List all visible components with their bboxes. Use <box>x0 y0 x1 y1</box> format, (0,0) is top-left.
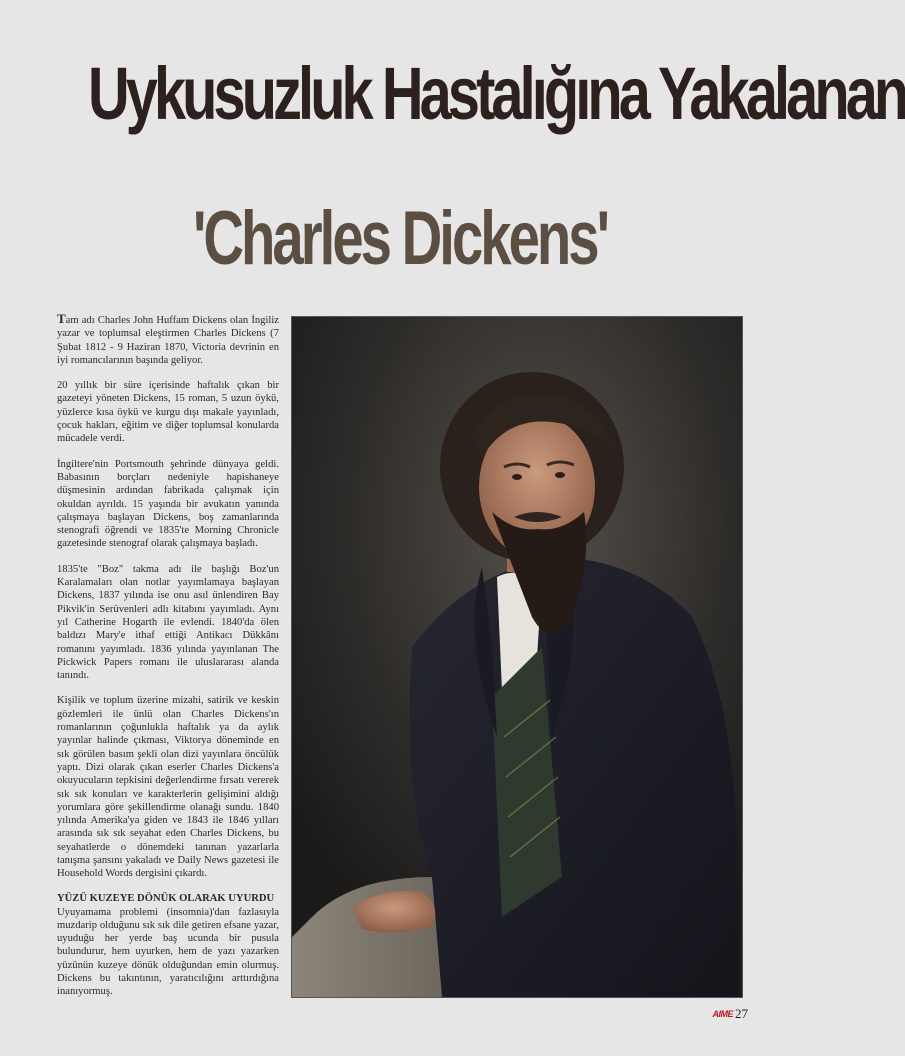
portrait-photo <box>291 316 743 998</box>
page-number: 27 <box>735 1006 748 1021</box>
paragraph-boz: 1835'te "Boz" takma adı ile başlığı Boz'un Karalamaları olan notlar yayımlamaya başlayan Dickens, 1837 yılında ise onu asıl ünlendiren Bay Pikvik'in Serüvenleri adlı kitabını yayımladı. Aynı yıl Catherine Hogarth ile evlendi. 1840'da ölen baldızı Mary'e ithaf ettiği Antikacı Dükkânı romanını yayımladı. 1836 yılında yayınlanan The Pickwick Papers romanı ile uluslararası alanda tanındı. <box>57 563 279 682</box>
headline-line-1: Uykusuzluk Hastalığına Yakalanan <box>88 52 905 135</box>
subheading: YÜZÜ KUZEYE DÖNÜK OLARAK UYURDU <box>57 892 275 904</box>
headline-line-2: 'Charles Dickens' <box>192 196 608 281</box>
paragraph-serial: Kişilik ve toplum üzerine mizahi, satirik ve keskin gözlemleri ile ünlü olan Charles Dickens'ın romanlarının çoğunlukla haftalık ya da aylık yayınlar halinde çıkması, Viktorya döneminde en sık görülen basım şekli olan dizi yayınlara öncülük yaptı. Dizi olarak çıkan eserler Charles Dickens'a okuyucuların tepkisini değerlendirme fırsatı vererek sık sık konuları ve karakterlerin gelişimini aldığı yorumlara göre şekillendirme olanağı sundu. 1840 yılında Amerika'ya giden ve 1843 ile 1846 yılları arasında sık sık seyahat eden Charles Dickens, bu seyahatlerde o dönemdeki tanınan yazarlarla tanışma şansını yakaladı ve Daily News gazetesi ile Household Words dergisini çıkardı. <box>57 695 279 880</box>
paragraph-intro <box>57 312 279 367</box>
paragraph-early-life: İngiltere'nin Portsmouth şehrinde dünyaya geldi. Babasının borçları nedeniyle hapishaneye düşmesinin ardından fabrikada çalışmak için okuldan ayrıldı. 15 yaşında bir avukatın yanında çalışmaya başlayan Dickens, boş zamanlarında stenografi öğrendi ve 1835'te Morning Chronicle gazetesinde stenograf olarak çalışmaya başladı. <box>57 458 279 550</box>
paragraph-insomnia: Uyuyamama problemi (insomnia)'dan fazlasıyla muzdarip olduğunu sık sık dile getiren efsane yazar, uyuduğu her yerde baş ucunda bir pusula bulundurur, hem uyurken, hem de yazı yazarken yüzünün kuzeye dönük olduğundan emin olurmuş. Dickens bu takıntının, yaratıcılığını arttırdığına inanıyormuş. <box>57 906 279 998</box>
paragraph-career: 20 yıllık bir süre içerisinde haftalık çıkan bir gazeteyi yöneten Dickens, 15 roman, 5 uzun öykü, yüzlerce kısa öykü ve kurgu dışı makale yayınladı, çocuk hakları, eğitim ve diğer toplumsal konularda mücadele verdi. <box>57 380 279 445</box>
paragraph-intro-text: am adı Charles John Huffam Dickens olan İngiliz yazar ve toplumsal eleştirmen Charles Dickens (7 Şubat 1812 - 9 Haziran 1870, Victoria devrinin en iyi romancılarının başında geliyor. <box>57 315 279 366</box>
portrait-photo-icon <box>292 317 742 997</box>
magazine-logo: AIME <box>712 1009 733 1019</box>
drop-cap: T <box>57 311 66 326</box>
article-body <box>57 312 279 1011</box>
page-footer <box>713 1006 749 1022</box>
